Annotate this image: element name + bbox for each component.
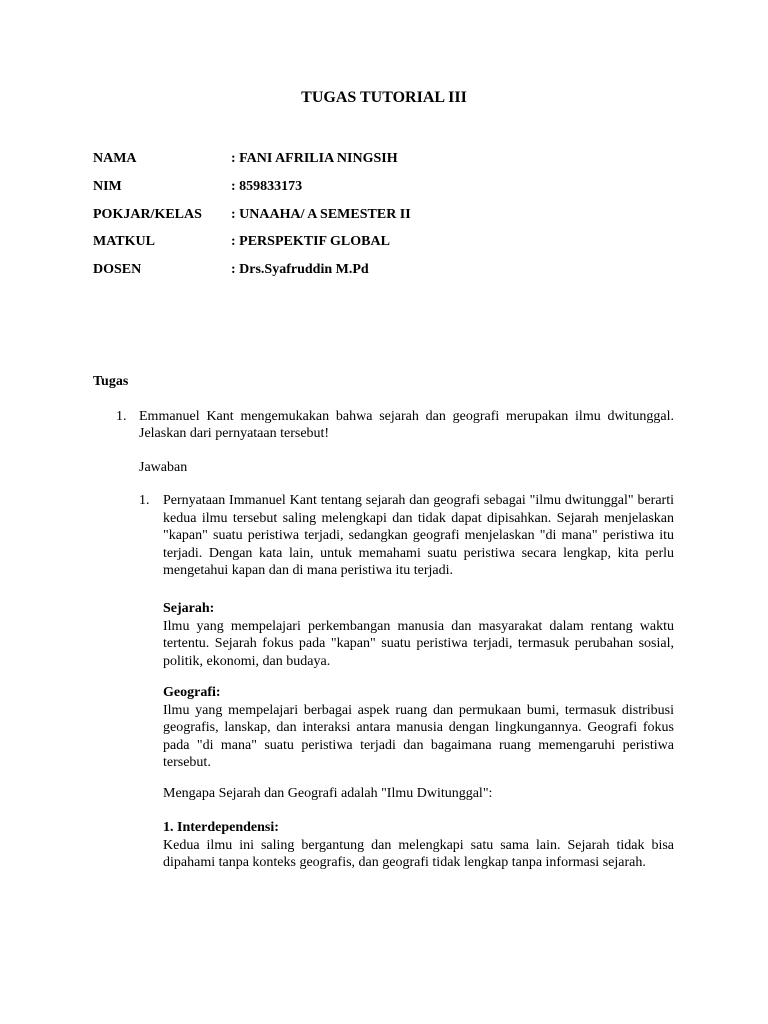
info-label: POKJAR/KELAS bbox=[93, 207, 202, 222]
info-label: MATKUL bbox=[93, 234, 155, 249]
interdependensi-section bbox=[163, 819, 674, 872]
info-label: NAMA bbox=[93, 151, 137, 166]
question-number: 1. bbox=[116, 409, 127, 424]
interdependensi-text: Kedua ilmu ini saling bergantung dan melengkapi satu sama lain. Sejarah tidak bisa dipahami tanpa konteks geografis, dan geografi tidak lengkap tanpa informasi sejarah. bbox=[163, 837, 674, 870]
sejarah-text: Ilmu yang mempelajari perkembangan manusia dan masyarakat dalam rentang waktu tertentu. Sejarah fokus pada "kapan" suatu peristiwa terjadi, termasuk perubahan sosial, politik, ekonomi, dan budaya. bbox=[163, 618, 674, 669]
geografi-text: Ilmu yang mempelajari berbagai aspek ruang dan permukaan bumi, termasuk distribusi geografis, lanskap, dan interaksi antara manusia dengan lingkungannya. Geografi fokus pada "di mana" suatu peristiwa terjadi dan bagaimana ruang memengaruhi peristiwa tersebut. bbox=[163, 702, 674, 770]
geografi-section bbox=[163, 684, 674, 772]
info-label: DOSEN bbox=[93, 262, 142, 277]
info-value: : Drs.Syafruddin M.Pd bbox=[231, 262, 369, 277]
question-text: Emmanuel Kant mengemukakan bahwa sejarah dan geografi merupakan ilmu dwitunggal. Jelaskan dari pernyataan tersebut! bbox=[139, 409, 674, 441]
info-value: : FANI AFRILIA NINGSIH bbox=[231, 151, 398, 166]
interdependensi-heading: 1. Interdependensi: bbox=[163, 820, 279, 835]
answer-intro-paragraph: Pernyataan Immanuel Kant tentang sejarah dan geografi sebagai "ilmu dwitunggal" berarti kedua ilmu tersebut saling melengkapi dan tidak dapat dipisahkan. Sejarah menjelaskan "kapan" suatu peristiwa terjadi, sedangkan geografi menjelaskan "di mana" peristiwa itu terjadi. Dengan kata lain, untuk memahami suatu peristiwa secara lengkap, kita perlu mengetahui kapan dan di mana peristiwa itu terjadi. bbox=[163, 493, 674, 578]
geografi-heading: Geografi: bbox=[163, 685, 221, 700]
answer-label: Jawaban bbox=[139, 460, 188, 475]
info-value: : UNAAHA/ A SEMESTER II bbox=[231, 207, 411, 222]
answer-number: 1. bbox=[139, 493, 150, 508]
info-value: : 859833173 bbox=[231, 179, 303, 194]
sejarah-section bbox=[163, 600, 674, 670]
document-title: TUGAS TUTORIAL III bbox=[301, 89, 467, 106]
info-label: NIM bbox=[93, 179, 122, 194]
section-heading-tugas: Tugas bbox=[93, 374, 129, 389]
sejarah-heading: Sejarah: bbox=[163, 601, 215, 616]
info-value: : PERSPEKTIF GLOBAL bbox=[231, 234, 390, 249]
why-dwitunggal-text: Mengapa Sejarah dan Geografi adalah "Ilmu Dwitunggal": bbox=[163, 786, 493, 801]
